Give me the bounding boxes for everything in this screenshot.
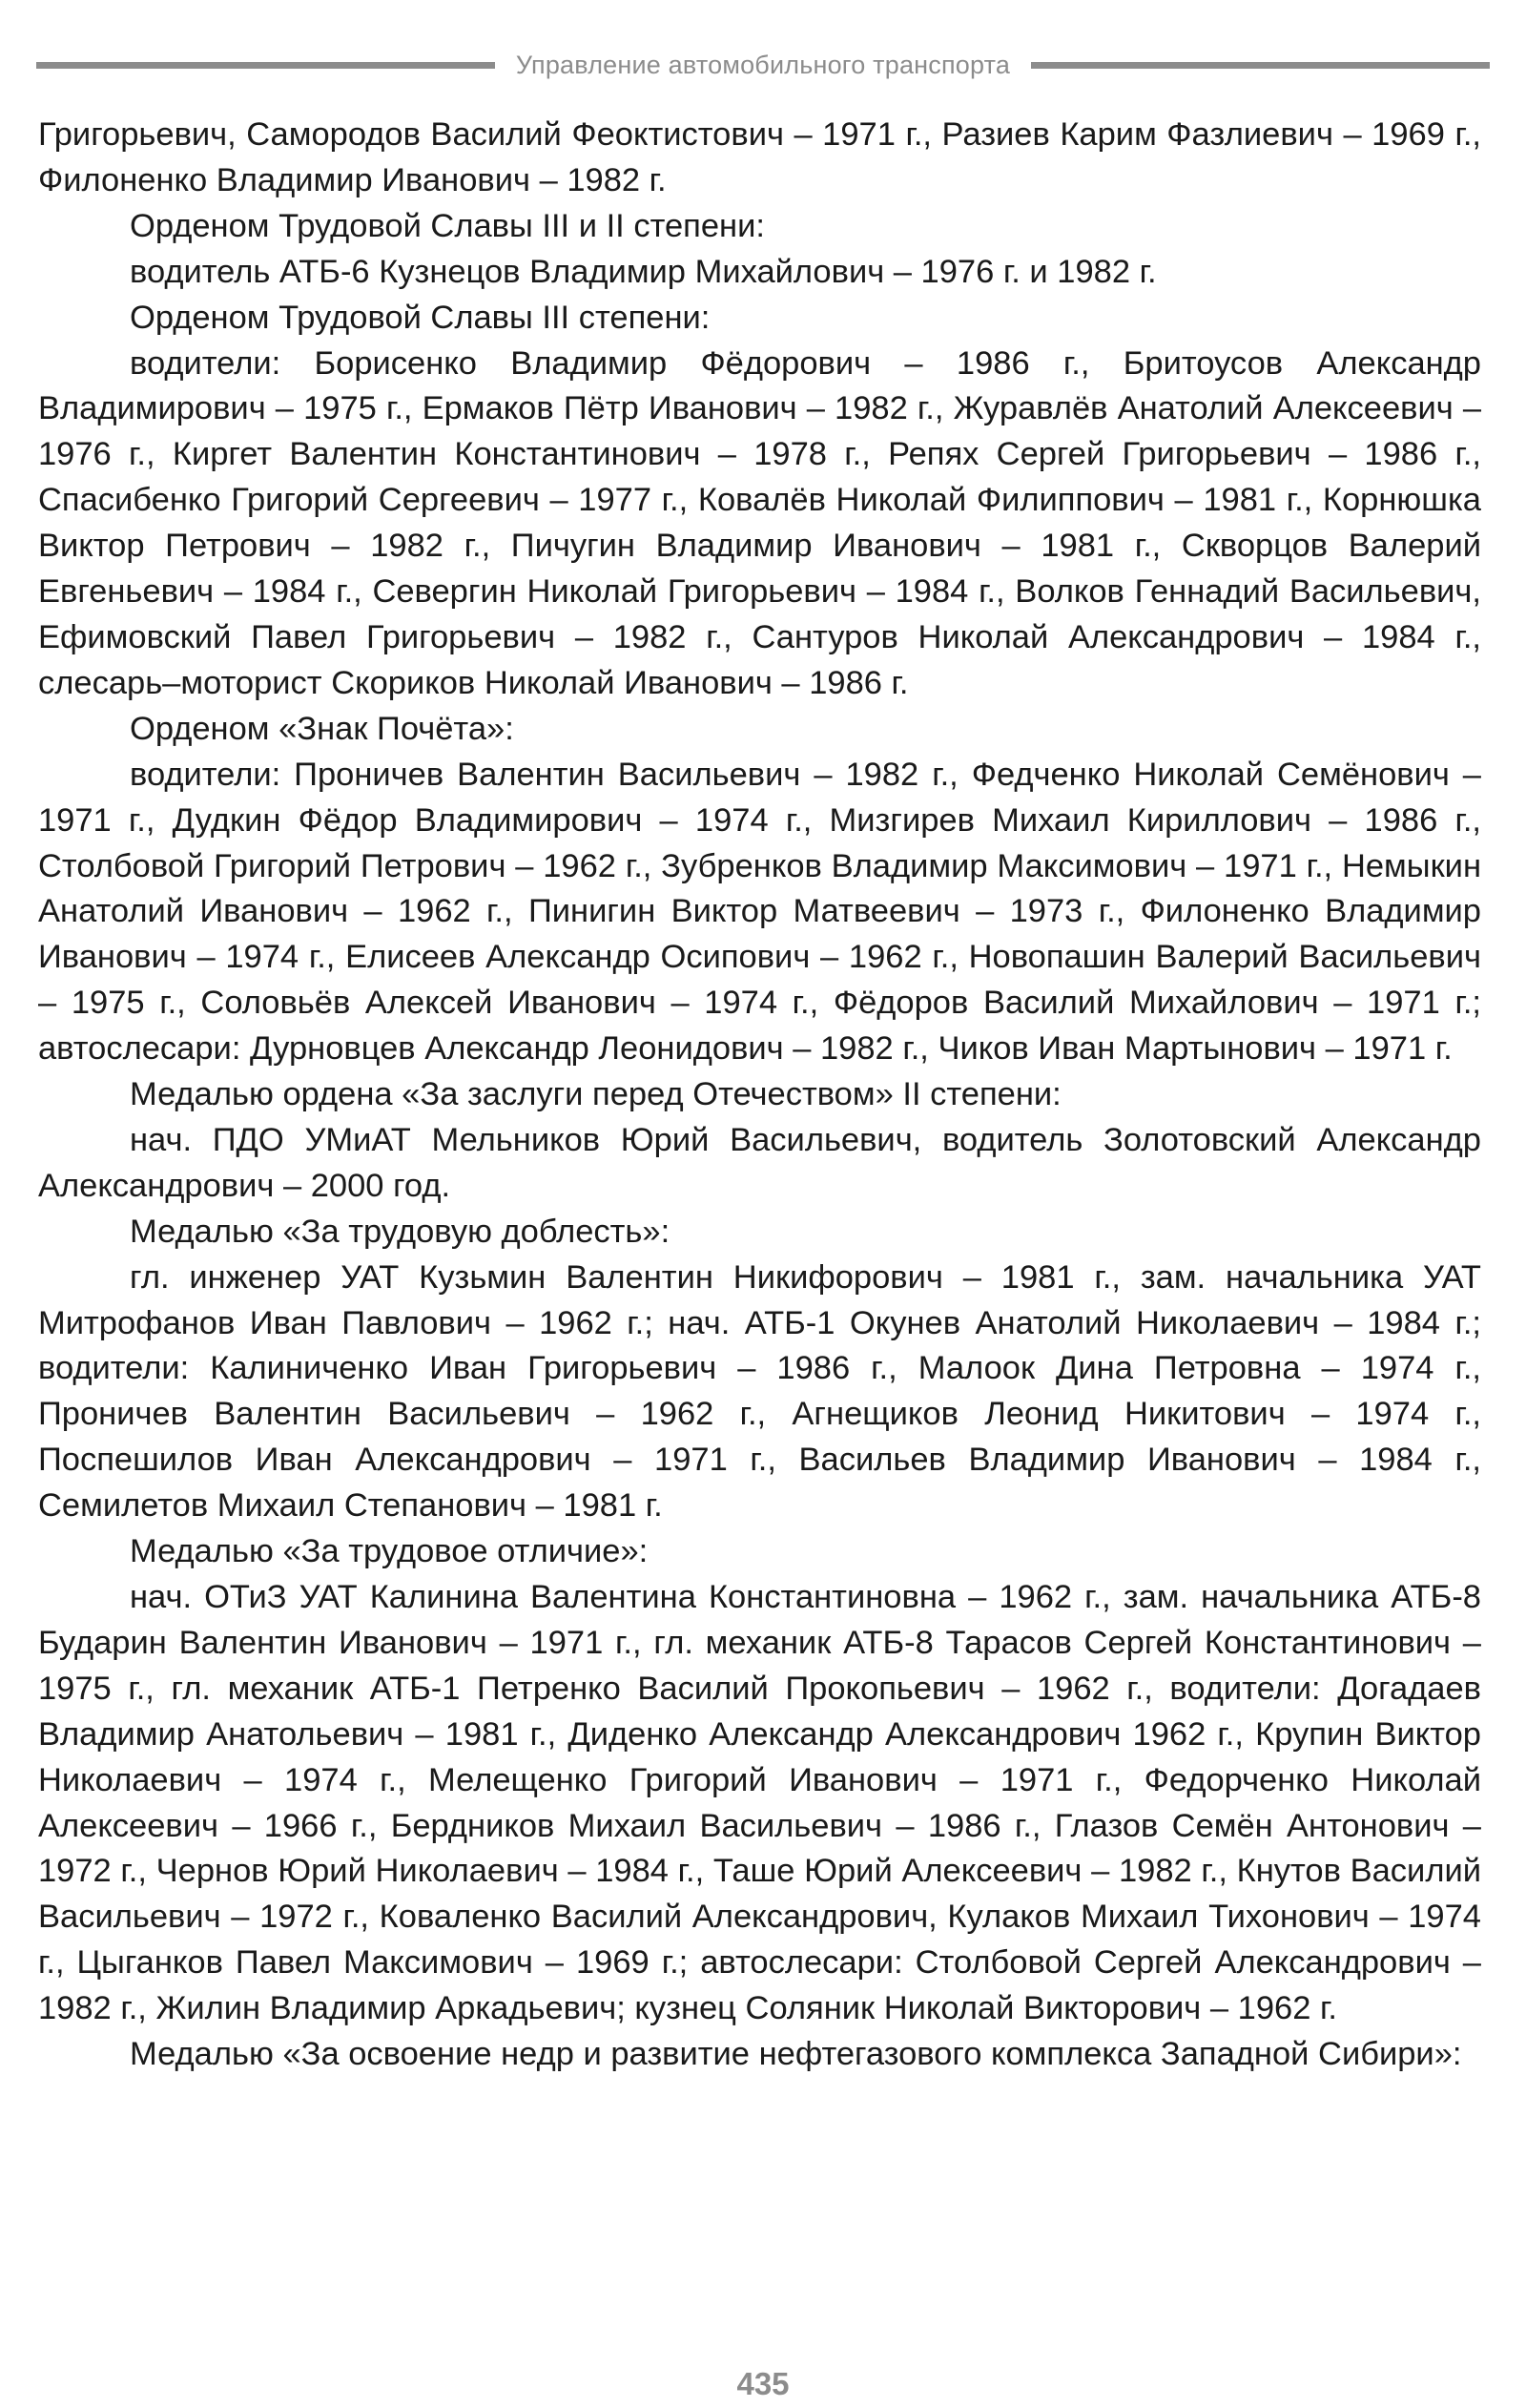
running-header-title: Управление автомобильного транспорта	[515, 50, 1011, 79]
award-heading-labor-glory-3: Орденом Трудовой Славы III степени:	[130, 299, 711, 336]
award-recipients: водители: Борисенко Владимир Фёдорович – 1986 г., Бритоусов Александр Владимирович – 1975 г., Ермаков Пётр Иванович – 1982 г., Журавлёв Анатолий Алексеевич – 1976 г., Киргет Валентин Константинович – 1978 г., Репях Сергей Григорьевич – 1986 г., Спасибенко Григорий Сергеевич – 1977 г., Ковалёв Николай Филиппович – 1981 г., Корнюшка Виктор Петрович – 1982 г., Пичугин Владимир Иванович – 1981 г., Скворцов Валерий Евгеньевич – 1984 г., Севергин Николай Григорьевич – 1984 г., Волков Геннадий Васильевич, Ефимовский Павел Григорьевич – 1982 г., Сантуров Николай Александрович – 1984 г., слесарь–моторист Скориков Николай Иванович – 1986 г.	[38, 344, 1481, 701]
page-body	[38, 113, 1481, 2078]
award-recipients: водитель АТБ-6 Кузнецов Владимир Михайлович – 1976 г. и 1982 г.	[130, 253, 1157, 290]
running-header	[36, 38, 1490, 92]
award-heading-labor-glory-3-2: Орденом Трудовой Славы III и II степени:	[130, 207, 765, 244]
award-recipients: гл. инженер УАТ Кузьмин Валентин Никифорович – 1981 г., зам. начальника УАТ Митрофанов Иван Павлович – 1962 г.; нач. АТБ-1 Окунев Анатолий Николаевич – 1984 г.; водители: Калиниченко Иван Григорьевич – 1986 г., Малоок Дина Петровна – 1974 г., Проничев Валентин Васильевич – 1962 г., Агнещиков Леонид Никитович – 1974 г., Поспешилов Иван Александрович – 1971 г., Васильев Владимир Иванович – 1984 г., Семилетов Михаил Степанович – 1981 г.	[38, 1258, 1481, 1525]
header-rule-right	[1031, 62, 1490, 69]
award-heading-labor-distinction: Медалью «За трудовое отличие»:	[130, 1533, 649, 1570]
award-recipients: нач. ОТиЗ УАТ Калинина Валентина Константиновна – 1962 г., зам. начальника АТБ-8 Бударин Валентин Иванович – 1971 г., гл. механик АТБ-8 Тарасов Сергей Константинович – 1975 г., гл. механик АТБ-1 Петренко Василий Прокопьевич – 1962 г., водители: Догадаев Владимир Анатольевич – 1981 г., Диденко Александр Александрович 1962 г., Крупин Виктор Николаевич – 1974 г., Мелещенко Григорий Иванович – 1971 г., Федорченко Николай Алексеевич – 1966 г., Бердников Михаил Васильевич – 1986 г., Глазов Семён Антонович – 1972 г., Чернов Юрий Николаевич – 1984 г., Таше Юрий Алексеевич – 1982 г., Кнутов Василий Васильевич – 1972 г., Коваленко Василий Александрович, Кулаков Михаил Тихонович – 1974 г., Цыганков Павел Максимович – 1969 г.; автослесари: Столбовой Сергей Александрович – 1982 г., Жилин Владимир Аркадьевич; кузнец Соляник Николай Викторович – 1962 г.	[38, 1579, 1481, 2027]
paragraph-continuation: Григорьевич, Самородов Василий Феоктистович – 1971 г., Разиев Карим Фазлиевич – 1969 г., Филоненко Владимир Иванович – 1982 г.	[38, 116, 1481, 198]
award-heading-merit-medal: Медалью ордена «За заслуги перед Отечеством» II степени:	[130, 1076, 1062, 1113]
award-recipients: нач. ПДО УМиАТ Мельников Юрий Васильевич, водитель Золотовский Александр Александрович – 2000 год.	[38, 1121, 1481, 1204]
award-heading-labor-valor: Медалью «За трудовую доблесть»:	[130, 1213, 670, 1250]
award-heading-west-siberia-oil-gas: Медалью «За освоение недр и развитие нефтегазового комплекса Западной Сибири»:	[130, 2036, 1462, 2073]
award-heading-badge-of-honor: Орденом «Знак Почёта»:	[130, 710, 514, 747]
header-rule-left	[36, 62, 495, 69]
award-recipients: водители: Проничев Валентин Васильевич – 1982 г., Федченко Николай Семёнович – 1971 г., Дудкин Фёдор Владимирович – 1974 г., Мизгирев Михаил Кириллович – 1986 г., Столбовой Григорий Петрович – 1962 г., Зубренков Владимир Максимович – 1971 г., Немыкин Анатолий Иванович – 1962 г., Пинигин Виктор Матвеевич – 1973 г., Филоненко Владимир Иванович – 1974 г., Елисеев Александр Осипович – 1962 г., Новопашин Валерий Васильевич – 1975 г., Соловьёв Алексей Иванович – 1974 г., Фёдоров Василий Михайлович – 1971 г.; автослесари: Дурновцев Александр Леонидович – 1982 г., Чиков Иван Мартынович – 1971 г.	[38, 756, 1481, 1068]
page-number: 435	[736, 2366, 790, 2401]
